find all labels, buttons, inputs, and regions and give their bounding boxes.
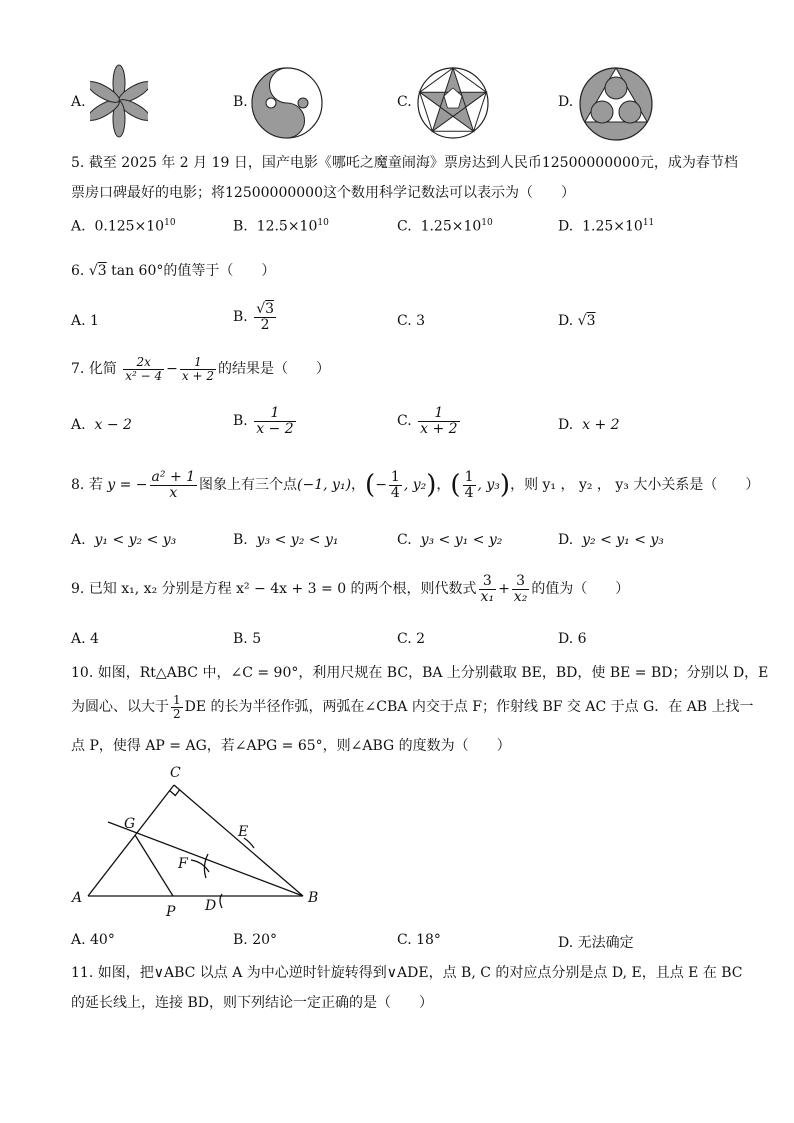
q9-fraction-2: $\frac{3}{\text{x₂}}$: [513, 573, 528, 605]
q8-option-b: B. y₃ < y₂ < y₁: [233, 532, 339, 548]
q9-option-a: A. 4: [71, 631, 99, 647]
q10-option-a: A. 40°: [71, 932, 115, 948]
q5-number: 5.: [71, 155, 85, 171]
q7-fraction-1: $\frac{2x}{\text{x² − 4}}$: [125, 355, 163, 383]
q10-label-f: F: [178, 856, 188, 872]
q8-number: 8.: [71, 477, 85, 494]
q10-text-line3: 点 P，使得 AP = AG，若∠APG = 65°，则∠ABG 的度数为（ ）: [71, 738, 511, 754]
q8-option-c: C. y₃ < y₁ < y₂: [397, 532, 503, 548]
q6-tail: 的值等于（ ）: [163, 263, 276, 279]
q10-label-d: D: [205, 898, 217, 914]
q10-label-c: C: [170, 765, 181, 781]
q10-label-g: G: [124, 816, 136, 832]
q9-number: 9.: [71, 581, 85, 598]
q6-expr: tan 60°: [111, 263, 164, 279]
q7-option-c: C. $\frac{1}{x + 2}$: [397, 405, 458, 437]
q10-label-p: P: [166, 904, 176, 920]
q6-option-a: A. 1: [71, 313, 99, 329]
q8-function: y = −: [107, 477, 148, 494]
q10-option-d: D. 无法确定: [558, 935, 634, 951]
q6-number: 6.: [71, 263, 85, 279]
q9-fraction-1: $\frac{3}{\text{x₁}}$: [480, 573, 495, 605]
q10-text-line2: 为圆心、以大于 $\frac{1}{2}$ DE 的长为半径作弧，两弧在∠CBA 内交于点 F；作射线 BF 交 AC 于点 G．在 AB 上找一: [71, 693, 754, 721]
q7-option-d: D. x + 2: [558, 417, 620, 433]
q8-lead: 若: [88, 477, 103, 494]
yin-yang-icon: [250, 66, 324, 140]
q8-tail: ，则 y₁ ， y₂ ， y₃ 大小关系是（ ）: [510, 477, 760, 494]
q6-option-c: C. 3: [397, 313, 426, 329]
q7-number: 7.: [71, 361, 85, 378]
q10-label-b: B: [308, 890, 319, 906]
q7-tail: 的结果是（ ）: [218, 361, 330, 378]
q10-option-b: B. 20°: [233, 932, 278, 948]
q8-point-1: (−1, y₁): [297, 477, 352, 494]
q11-text-line1: 如图，把∨ABC 以点 A 为中心逆时针旋转得到∨ADE，点 B, C 的对应点分别是点 D, E，且点 E 在 BC: [97, 965, 743, 981]
q7-fraction-2: $\frac{1}{x + 2}$: [181, 355, 214, 383]
q4-option-b-letter: B.: [233, 94, 248, 110]
q5-option-c: C. $1.25\times 10^{10}$: [397, 218, 493, 235]
q5-text-line1: 截至 2025 年 2 月 19 日，国产电影《哪吒之魔童闹海》票房达到人民币12500000000元，成为春节档: [88, 155, 738, 171]
q9-lead: 已知 x₁, x₂ 分别是方程 x² − 4x + 3 = 0 的两个根，则代数式: [88, 581, 477, 598]
q7-lead: 化简: [88, 361, 117, 378]
q10-number: 10.: [71, 665, 94, 681]
q9-tail: 的值为（ ）: [531, 581, 630, 598]
q11-number: 11.: [71, 965, 94, 981]
q8-point-3: ( $\frac{1}{4}$ , y₃): [450, 469, 511, 501]
q5-option-d: D. $1.25\times 10^{11}$: [558, 218, 655, 235]
q10-triangle-figure: [68, 760, 328, 920]
q5-text-line2: 票房口碑最好的电影；将12500000000这个数用科学记数法可以表示为（ ）: [71, 185, 575, 201]
pentagram-in-circle-icon: [416, 66, 490, 140]
q10-text-line1: 如图，Rt△ABC 中，∠C = 90°，利用尺规在 BC，BA 上分别截取 BE，BD，使 BE = BD；分别以 D，E: [97, 665, 769, 681]
q8-point-2: (− $\frac{1}{4}$ , y₂): [365, 469, 437, 501]
q10-option-c: C. 18°: [397, 932, 441, 948]
q8-fraction: $\frac{\text{a² + 1}}{x}$: [151, 469, 196, 501]
q7-option-b: B. $\frac{1}{x - 2}$: [233, 405, 294, 437]
q8-mid: 图象上有三个点: [199, 477, 298, 494]
q7-option-a: A. x − 2: [71, 417, 132, 433]
q9-option-c: C. 2: [397, 631, 426, 647]
q6-sqrt: √3: [88, 263, 107, 279]
q4-option-c-letter: C.: [397, 94, 412, 110]
q11-text-line2: 的延长线上，连接 BD，则下列结论一定正确的是（ ）: [71, 995, 433, 1011]
q4-option-a-letter: A.: [71, 94, 86, 110]
q8-option-d: D. y₂ < y₁ < y₃: [558, 532, 664, 548]
q5-option-b: B. $12.5\times 10^{10}$: [233, 218, 329, 235]
q6-option-d: D. √3: [558, 313, 596, 329]
flower-icon: [90, 62, 148, 140]
q10-label-e: E: [238, 824, 249, 840]
q9-option-d: D. 6: [558, 631, 587, 647]
q6-option-b: B. $\frac{√3}{2}$: [233, 301, 275, 333]
q4-option-d-letter: D.: [558, 94, 574, 110]
q8-option-a: A. y₁ < y₂ < y₃: [71, 532, 177, 548]
triangle-in-circle-icon: [578, 66, 654, 142]
q9-option-b: B. 5: [233, 631, 262, 647]
q10-label-a: A: [72, 890, 83, 906]
q5-option-a: A. $0.125\times 10^{10}$: [71, 218, 176, 235]
